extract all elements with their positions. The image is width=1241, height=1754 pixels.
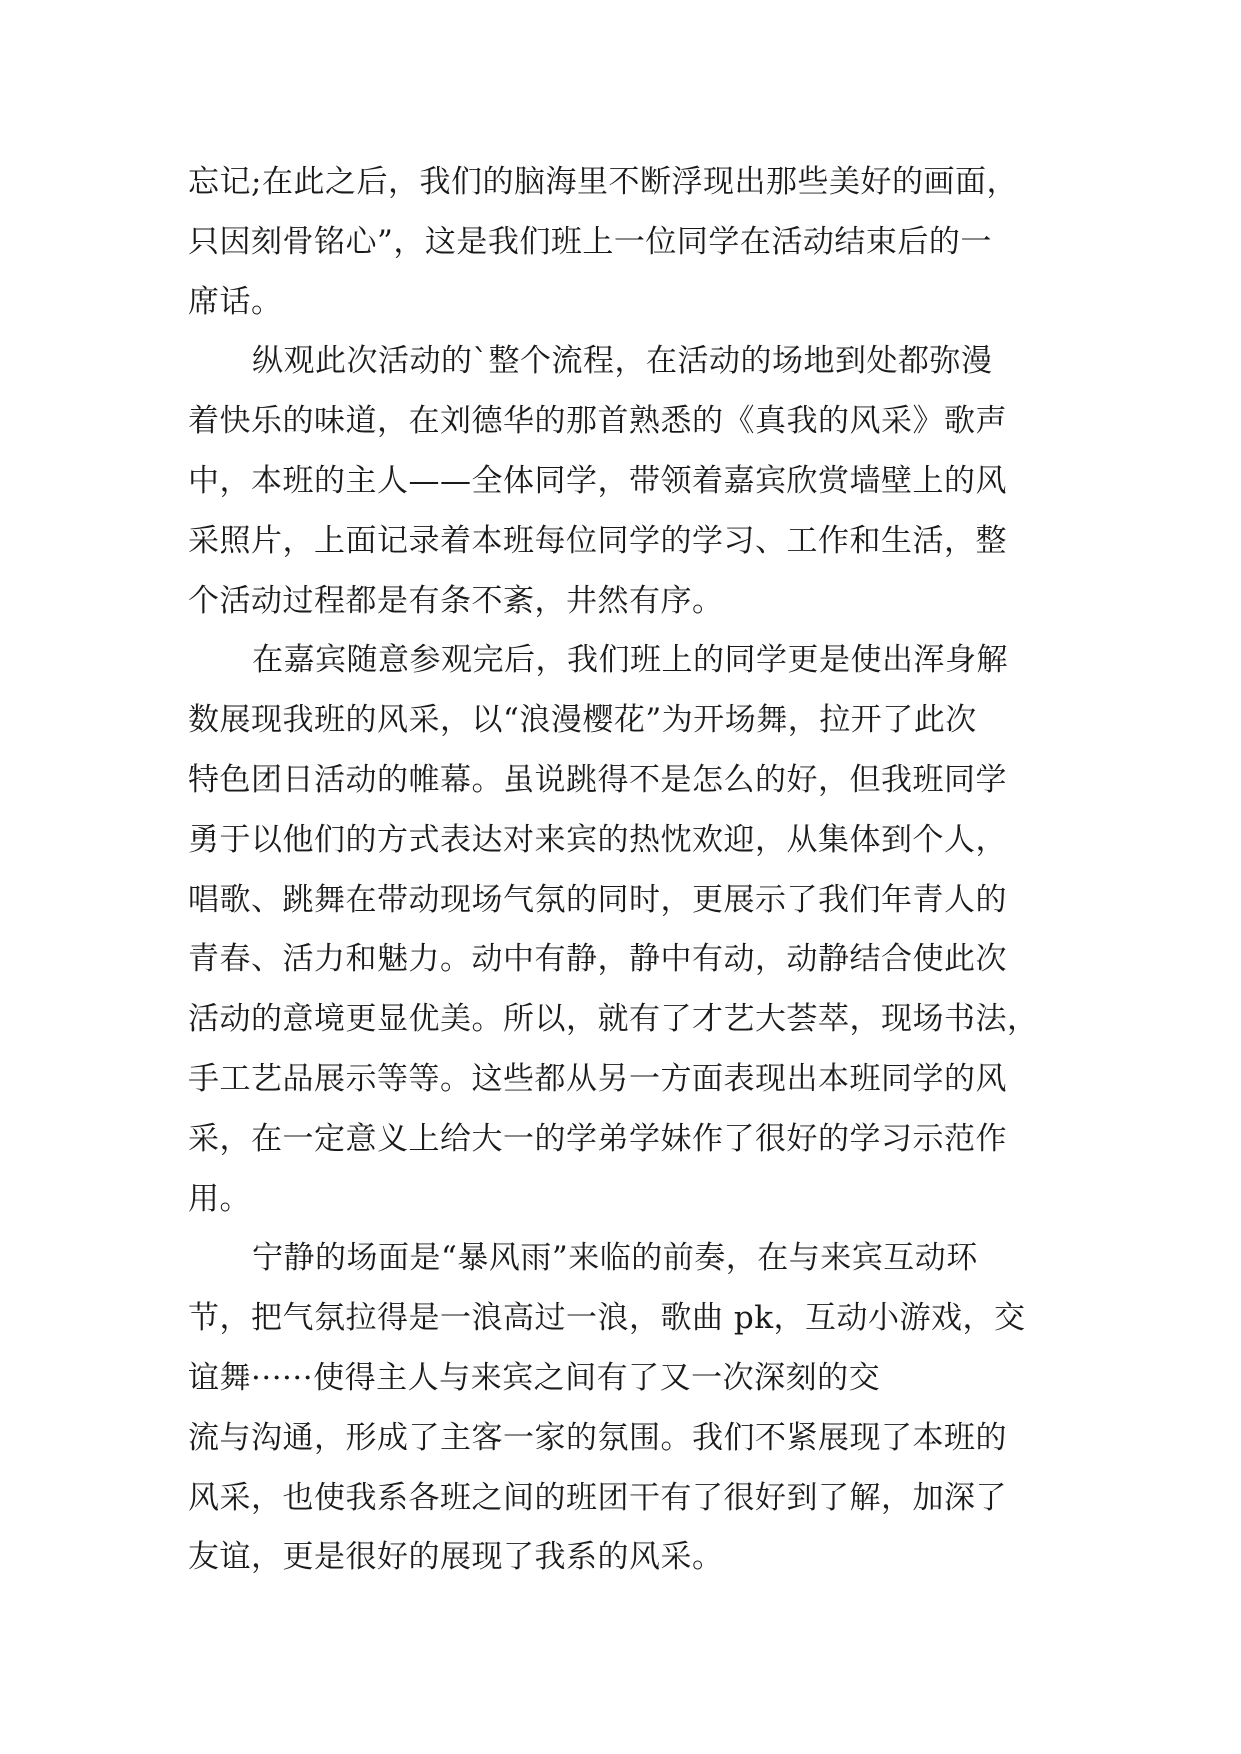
text-line: 采照片，上面记录着本班每位同学的学习、工作和生活，整 [188, 522, 1007, 559]
body-text [188, 153, 1068, 1588]
text-line: 友谊，更是很好的展现了我系的风采。 [188, 1539, 724, 1576]
text-line: 风采，也使我系各班之间的班团干有了很好到了解，加深了 [188, 1479, 1007, 1516]
text-line: 勇于以他们的方式表达对来宾的热忱欢迎，从集体到个人， [188, 821, 1007, 858]
text-line: 只因刻骨铭心”，这是我们班上一位同学在活动结束后的一 [188, 223, 992, 260]
text-line: 忘记;在此之后，我们的脑海里不断浮现出那些美好的画面， [188, 164, 1018, 200]
text-line: 宁静的场面是“暴风雨”来临的前奏，在与来宾互动环 [252, 1240, 978, 1277]
text-line: 特色团日活动的帷幕。虽说跳得不是怎么的好，但我班同学 [188, 761, 1007, 798]
text-line: 青春、活力和魅力。动中有静，静中有动，动静结合使此次 [188, 941, 1007, 978]
text-line: 席话。 [188, 283, 283, 320]
text-line: 活动的意境更显优美。所以，就有了才艺大荟萃，现场书法， [188, 1001, 1039, 1038]
text-line: 手工艺品展示等等。这些都从另一方面表现出本班同学的风 [188, 1060, 1007, 1097]
text-line: 着快乐的味道，在刘德华的那首熟悉的《真我的风采》歌声 [188, 403, 1007, 440]
text-line: 谊舞······使得主人与来宾之间有了又一次深刻的交 [188, 1359, 881, 1396]
text-line: 个活动过程都是有条不紊，井然有序。 [188, 582, 724, 619]
text-line: 在嘉宾随意参观完后，我们班上的同学更是使出浑身解 [252, 642, 1008, 679]
text-line: 唱歌、跳舞在带动现场气氛的同时，更展示了我们年青人的 [188, 881, 1007, 918]
text-line: 采，在一定意义上给大一的学弟学妹作了很好的学习示范作 [188, 1120, 1007, 1157]
text-line: 用。 [188, 1180, 251, 1217]
text-line: 流与沟通，形成了主客一家的氛围。我们不紧展现了本班的 [188, 1419, 1007, 1456]
text-line: 纵观此次活动的`整个流程，在活动的场地到处都弥漫 [252, 343, 993, 380]
text-line: 数展现我班的风采，以“浪漫樱花”为开场舞，拉开了此次 [188, 702, 977, 739]
text-line: 中，本班的主人——全体同学，带领着嘉宾欣赏墙壁上的风 [188, 462, 1007, 499]
text-line: 节，把气氛拉得是一浪高过一浪，歌曲 pk，互动小游戏，交 [188, 1300, 1026, 1337]
